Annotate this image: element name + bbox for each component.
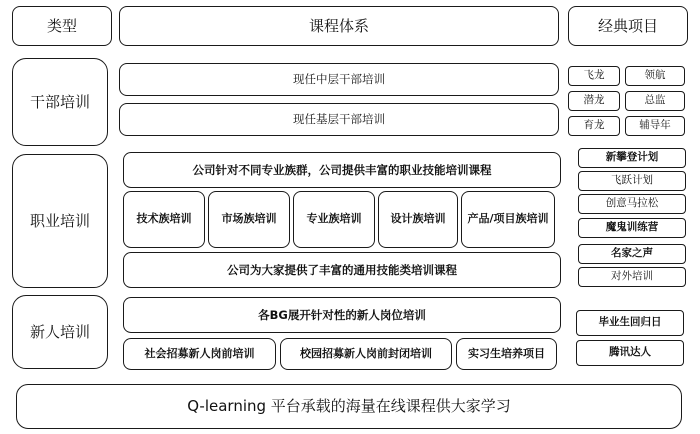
project-duiwai-peixun: 对外培训 xyxy=(578,267,686,287)
project-zongjian: 总监 xyxy=(625,91,685,111)
family-product: 产品/项目族培训 xyxy=(461,191,555,248)
newhire-intern: 实习生培养项目 xyxy=(456,338,557,370)
newhire-social: 社会招募新人岗前培训 xyxy=(123,338,276,370)
qlearning-platform: Q-learning 平台承载的海量在线课程供大家学习 xyxy=(16,384,682,429)
newhire-row-top: 各BG展开针对性的新人岗位培训 xyxy=(123,297,561,333)
family-design: 设计族培训 xyxy=(378,191,458,248)
newhire-campus: 校园招募新人岗前封闭培训 xyxy=(280,338,452,370)
project-xin-pandeng: 新攀登计划 xyxy=(578,148,686,168)
project-linghang: 领航 xyxy=(625,66,685,86)
project-feiyue: 飞跃计划 xyxy=(578,171,686,191)
category-professional: 职业培训 xyxy=(12,154,108,288)
header-course-system: 课程体系 xyxy=(119,6,559,46)
project-mogui-xunlianying: 魔鬼训练营 xyxy=(578,218,686,238)
category-newhire: 新人培训 xyxy=(12,295,108,369)
project-feilong: 飞龙 xyxy=(568,66,620,86)
cadre-row-basic: 现任基层干部培训 xyxy=(119,103,559,136)
family-tech: 技术族培训 xyxy=(123,191,205,248)
professional-row-general: 公司为大家提供了丰富的通用技能类培训课程 xyxy=(123,252,561,288)
project-tencent-daren: 腾讯达人 xyxy=(576,340,684,366)
project-graduate-return-day: 毕业生回归日 xyxy=(576,310,684,336)
project-yulong: 育龙 xyxy=(568,116,620,136)
header-classic-projects: 经典项目 xyxy=(568,6,688,46)
project-chuangyi-malasong: 创意马拉松 xyxy=(578,194,686,214)
category-cadre: 干部培训 xyxy=(12,58,108,146)
project-mingjia-zhisheng: 名家之声 xyxy=(578,244,686,264)
professional-row-top: 公司针对不同专业族群，公司提供丰富的职业技能培训课程 xyxy=(123,152,561,188)
project-fudaonian: 辅导年 xyxy=(625,116,685,136)
family-professional: 专业族培训 xyxy=(293,191,375,248)
cadre-row-middle: 现任中层干部培训 xyxy=(119,63,559,96)
family-market: 市场族培训 xyxy=(208,191,290,248)
header-type: 类型 xyxy=(12,6,112,46)
project-qianlong: 潜龙 xyxy=(568,91,620,111)
